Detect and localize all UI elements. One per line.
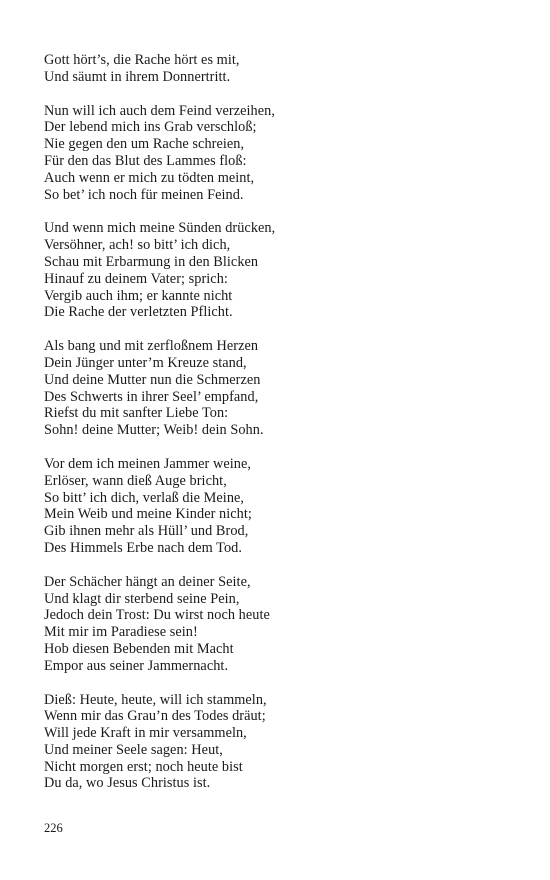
- verse-line: Hinauf zu deinem Vater; sprich:: [44, 270, 228, 287]
- verse-line: Dieß: Heute, heute, will ich stammeln,: [44, 691, 267, 708]
- stanza-2: [44, 103, 514, 204]
- page-number: 226: [44, 821, 63, 835]
- verse-line: Wenn mir das Grau’n des Todes dräut;: [44, 708, 266, 725]
- verse-line: Sohn! deine Mutter; Weib! dein Sohn.: [44, 422, 264, 439]
- verse-line: Mein Weib und meine Kinder nicht;: [44, 506, 252, 523]
- verse-line: Nie gegen den um Rache schreien,: [44, 136, 245, 153]
- verse-line: Riefst du mit sanfter Liebe Ton:: [44, 405, 229, 422]
- verse-line: So bitt’ ich dich, verlaß die Meine,: [44, 489, 245, 506]
- verse-line: Nicht morgen erst; noch heute bist: [44, 758, 243, 775]
- verse-line: Gott hört’s, die Rache hört es mit,: [44, 52, 240, 68]
- verse-line: Für den das Blut des Lammes floß:: [44, 152, 247, 169]
- verse-line: Der lebend mich ins Grab verschloß;: [44, 119, 257, 136]
- verse-line: Mit mir im Paradiese sein!: [44, 624, 198, 641]
- verse-line: Und säumt in ihrem Donnertritt.: [44, 68, 231, 85]
- verse-line: Vergib auch ihm; er kannte nicht: [44, 287, 233, 304]
- verse-line: Schau mit Erbarmung in den Blicken: [44, 253, 259, 270]
- verse-line: Und meiner Seele sagen: Heut,: [44, 741, 223, 758]
- verse-line: Und deine Mutter nun die Schmerzen: [44, 371, 261, 388]
- verse-line: So bet’ ich noch für meinen Feind.: [44, 186, 244, 203]
- verse-line: Die Rache der verletzten Pflicht.: [44, 304, 233, 321]
- verse-line: Und klagt dir sterbend seine Pein,: [44, 590, 240, 607]
- verse-line: Der Schächer hängt an deiner Seite,: [44, 573, 251, 590]
- verse-line: Nun will ich auch dem Feind verzeihen,: [44, 102, 275, 119]
- stanza-1: [44, 52, 514, 86]
- stanza-7: [44, 692, 514, 793]
- verse-line: Empor aus seiner Jammernacht.: [44, 657, 229, 674]
- stanza-4: [44, 338, 514, 439]
- verse-line: Hob diesen Bebenden mit Macht: [44, 640, 234, 657]
- verse-line: Jedoch dein Trost: Du wirst noch heute: [44, 607, 270, 624]
- verse-line: Versöhner, ach! so bitt’ ich dich,: [44, 237, 231, 254]
- stanza-3: [44, 220, 514, 321]
- verse-line: Will jede Kraft in mir versammeln,: [44, 725, 247, 742]
- verse-line: Vor dem ich meinen Jammer weine,: [44, 455, 251, 472]
- verse-line: Als bang und mit zerfloßnem Herzen: [44, 338, 259, 355]
- verse-line: Auch wenn er mich zu tödten meint,: [44, 169, 255, 186]
- verse-line: Du da, wo Jesus Christus ist.: [44, 775, 211, 792]
- verse-line: Erlöser, wann dieß Auge bricht,: [44, 472, 227, 489]
- verse-line: Des Himmels Erbe nach dem Tod.: [44, 539, 242, 556]
- stanza-6: [44, 574, 514, 675]
- verse-line: Dein Jünger unter’m Kreuze stand,: [44, 354, 247, 371]
- verse-line: Gib ihnen mehr als Hüll’ und Brod,: [44, 523, 249, 540]
- verse-line: Und wenn mich meine Sünden drücken,: [44, 220, 276, 237]
- poem-text: [44, 52, 514, 809]
- stanza-5: [44, 456, 514, 557]
- verse-line: Des Schwerts in ihrer Seel’ empfand,: [44, 388, 259, 405]
